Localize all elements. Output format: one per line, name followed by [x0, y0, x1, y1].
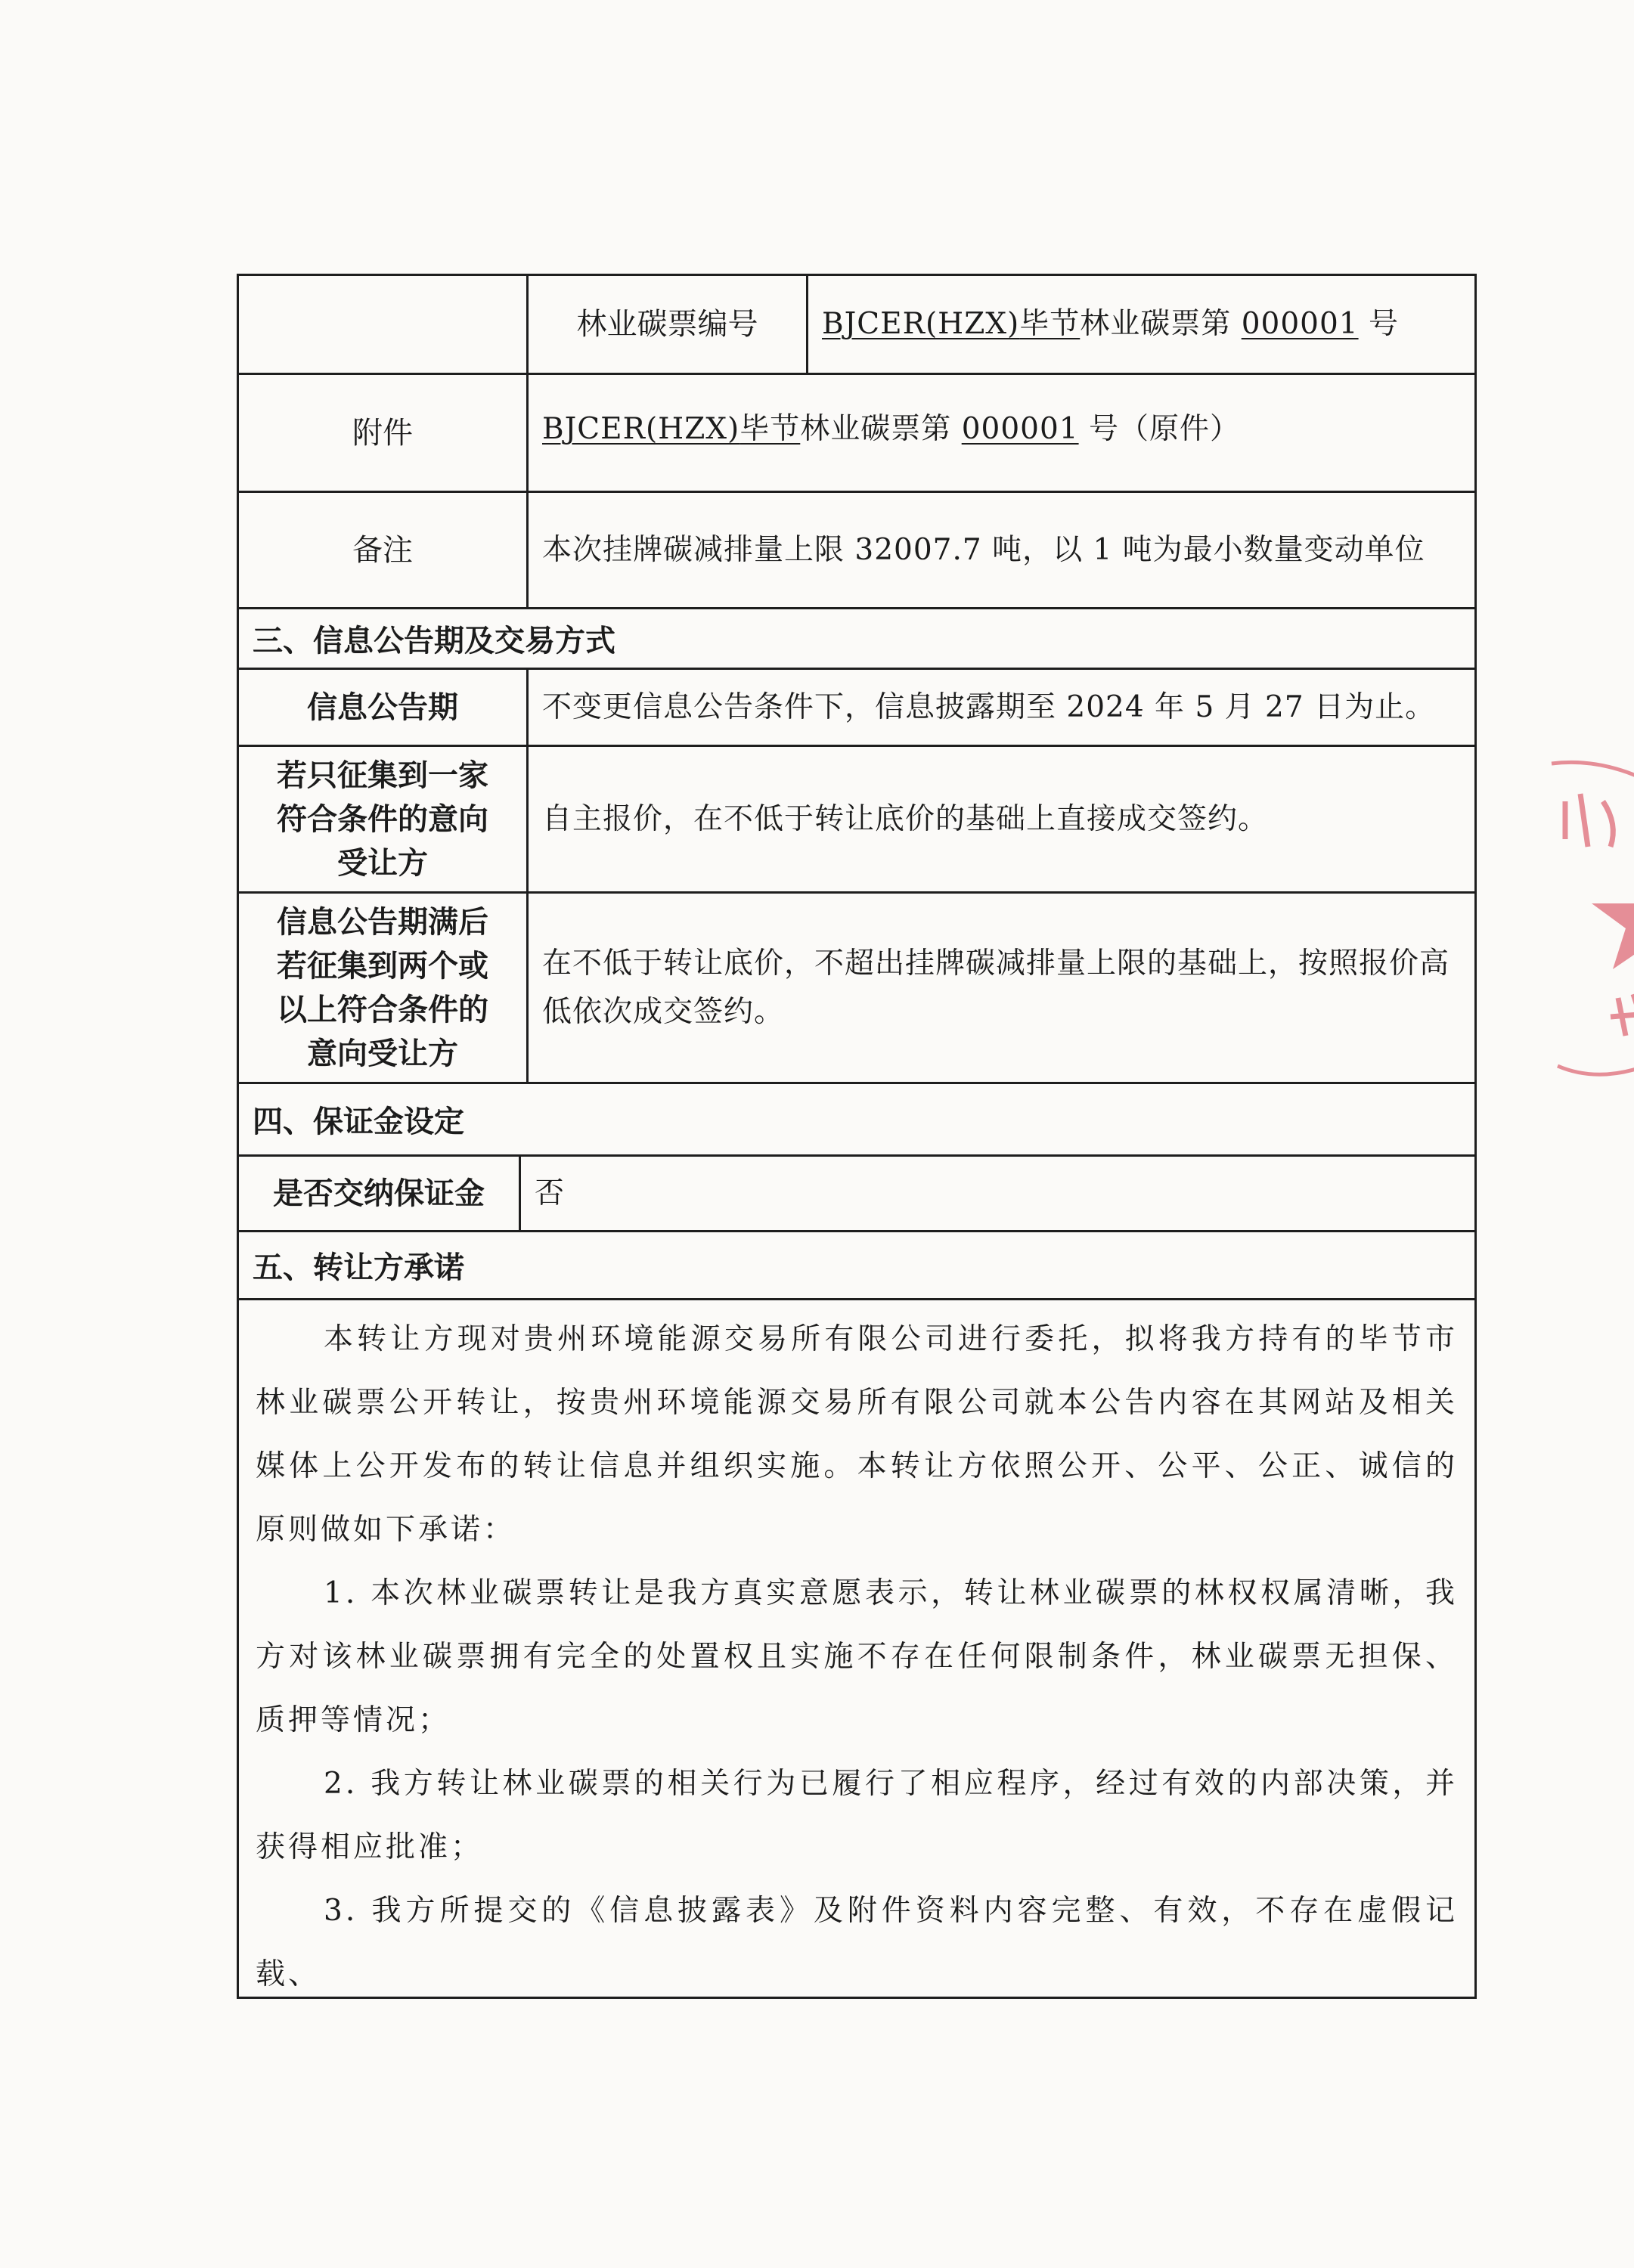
table-row-single-bidder: [239, 745, 1474, 891]
table-row-attachment: [239, 373, 1474, 491]
attachment-value: [529, 375, 1474, 491]
ticket-number-value: [808, 276, 1474, 373]
attachment-text: 林业碳票第: [800, 412, 962, 446]
ticket-city: 毕节: [1019, 307, 1081, 341]
section-3-title: 三、信息公告期及交易方式: [253, 624, 615, 658]
single-bidder-label: [239, 747, 526, 891]
ticket-code: BJCER(HZX): [822, 307, 1020, 341]
commitment-item: 1. 本次林业碳票转让是我方真实意愿表示，转让林业碳票的林权权属清晰，我方对该林业碳票拥有完全的处置权且实施不存在任何限制条件，林业碳票无担保、质押等情况；: [256, 1576, 1458, 1737]
section-4-header: [239, 1082, 1474, 1154]
attachment-city: 毕节: [739, 412, 801, 446]
commitment-item: 3. 我方所提交的《信息披露表》及附件资料内容完整、有效，不存在虚假记载、: [256, 1894, 1458, 1991]
table-row-deposit: [239, 1154, 1474, 1230]
single-bidder-label-line: 符合条件的意向: [277, 801, 488, 837]
multiple-bidders-label: [239, 894, 526, 1082]
table-row-remark: [239, 491, 1474, 607]
attachment-suffix: 号（原件）: [1078, 412, 1240, 446]
single-bidder-value: 自主报价，在不低于转让底价的基础上直接成交签约。: [542, 801, 1269, 836]
commitment-item: 2. 我方转让林业碳票的相关行为已履行了相应程序，经过有效的内部决策，并获得相应批准；: [256, 1767, 1458, 1864]
disclosure-table: [237, 274, 1477, 1999]
commitment-body: [239, 1298, 1474, 1997]
remark-label: 备注: [352, 532, 413, 568]
single-bidder-label-line: 若只征集到一家: [277, 757, 488, 793]
table-row-info-period: [239, 668, 1474, 745]
single-bidder-label-line: 受让方: [337, 844, 428, 881]
section-5-title: 五、转让方承诺: [253, 1250, 464, 1285]
official-seal-stamp: [1535, 748, 1634, 1096]
attachment-label: 附件: [352, 415, 413, 451]
section-3-header: [239, 607, 1474, 668]
deposit-label: 是否交纳保证金: [273, 1175, 485, 1211]
info-period-label: 信息公告期: [307, 689, 458, 725]
table-row-multiple-bidders: [239, 891, 1474, 1082]
multiple-bidders-value: 在不低于转让底价，不超出挂牌碳减排量上限的基础上，按照报价高低依次成交签约。: [542, 946, 1450, 1029]
ticket-serial: 000001: [1241, 307, 1359, 341]
table-row-ticket-number: [239, 276, 1474, 373]
section-4-title: 四、保证金设定: [253, 1105, 464, 1139]
empty-cell: [239, 276, 526, 373]
multiple-bidders-label-line: 信息公告期满后: [277, 903, 488, 940]
commitment-paragraph: 本转让方现对贵州环境能源交易所有限公司进行委托，拟将我方持有的毕节市林业碳票公开转让，按贵州环境能源交易所有限公司就本公告内容在其网站及相关媒体上公开发布的转让信息并组织实施。本转让方依照公开、公平、公正、诚信的原则做如下承诺：: [256, 1322, 1458, 1547]
ticket-suffix: 号: [1358, 307, 1399, 341]
attachment-serial: 000001: [961, 412, 1079, 446]
multiple-bidders-label-line: 若征集到两个或: [277, 947, 488, 984]
info-period-value: 不变更信息公告条件下，信息披露期至 2024 年 5 月 27 日为止。: [542, 689, 1436, 724]
multiple-bidders-label-line: 以上符合条件的: [277, 991, 488, 1027]
ticket-text: 林业碳票第: [1080, 307, 1242, 341]
multiple-bidders-label-line: 意向受让方: [307, 1035, 458, 1071]
remark-value: 本次挂牌碳减排量上限 32007.7 吨，以 1 吨为最小数量变动单位: [542, 532, 1425, 567]
ticket-number-label: 林业碳票编号: [576, 307, 758, 342]
section-5-header: [239, 1230, 1474, 1298]
attachment-code: BJCER(HZX): [542, 412, 740, 446]
deposit-value: 否: [535, 1176, 566, 1210]
